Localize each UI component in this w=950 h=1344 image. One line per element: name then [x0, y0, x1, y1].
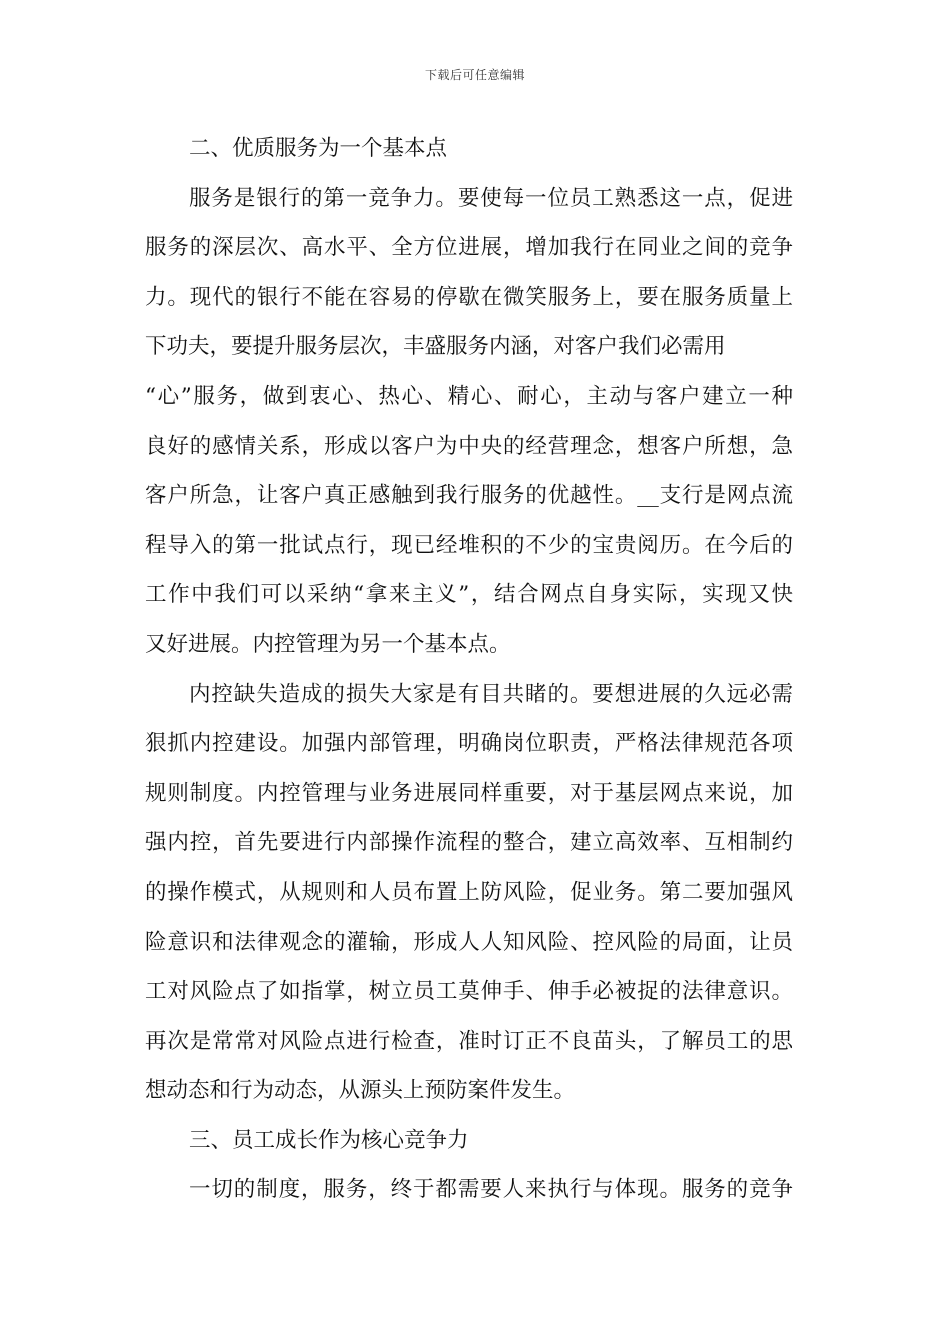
paragraph-line: “心”服务，做到衷心、热心、精心、耐心，主动与客户建立一种 — [145, 383, 793, 409]
paragraph-line: 再次是常常对风险点进行检查，准时订正不良苗头，了解员工的思 — [145, 1028, 793, 1054]
page-header: 下载后可任意编辑 — [424, 68, 525, 82]
paragraph-line: 又好进展。内控管理为另一个基本点。 — [145, 631, 511, 657]
section-heading: 三、员工成长作为核心竞争力 — [189, 1127, 469, 1153]
paragraph-line: 想动态和行为动态，从源头上预防案件发生。 — [145, 1078, 576, 1104]
paragraph-line: 险意识和法律观念的灌输，形成人人知风险、控风险的局面，让员 — [145, 929, 793, 955]
document-body — [145, 124, 793, 1215]
paragraph-line: 狠抓内控建设。加强内部管理，明确岗位职责，严格法律规范各项 — [145, 731, 793, 757]
paragraph-line: 良好的感情关系，形成以客户为中央的经营理念，想客户所想，急 — [145, 433, 793, 459]
paragraph-line: 强内控，首先要进行内部操作流程的整合，建立高效率、互相制约 — [145, 830, 793, 856]
paragraph-line: 工作中我们可以采纳“拿来主义”，结合网点自身实际，实现又快 — [145, 582, 793, 608]
paragraph-line: 程导入的第一批试点行，现已经堆积的不少的宝贵阅历。在今后的 — [145, 532, 793, 558]
paragraph-line: 内控缺失造成的损失大家是有目共睹的。要想进展的久远必需 — [189, 681, 793, 707]
paragraph-line: 工对风险点了如指掌，树立员工莫伸手、伸手必被捉的法律意识。 — [145, 979, 793, 1005]
paragraph-line: 服务的深层次、高水平、全方位进展，增加我行在同业之间的竞争 — [145, 235, 793, 261]
paragraph-line: 力。现代的银行不能在容易的停歇在微笑服务上，要在服务质量上 — [145, 284, 793, 310]
section-heading: 二、优质服务为一个基本点 — [189, 136, 448, 161]
paragraph-line: 客户所急，让客户真正感触到我行服务的优越性。__支行是网点流 — [145, 483, 793, 509]
paragraph-line: 服务是银行的第一竞争力。要使每一位员工熟悉这一点，促进 — [189, 185, 793, 211]
paragraph-line: 一切的制度，服务，终于都需要人来执行与体现。服务的竞争 — [189, 1177, 793, 1203]
paragraph-line: 下功夫，要提升服务层次，丰盛服务内涵，对客户我们必需用 — [145, 334, 726, 360]
paragraph-line: 的操作模式，从规则和人员布置上防风险，促业务。第二要加强风 — [145, 879, 793, 905]
paragraph-line: 规则制度。内控管理与业务进展同样重要，对于基层网点来说，加 — [145, 780, 793, 806]
